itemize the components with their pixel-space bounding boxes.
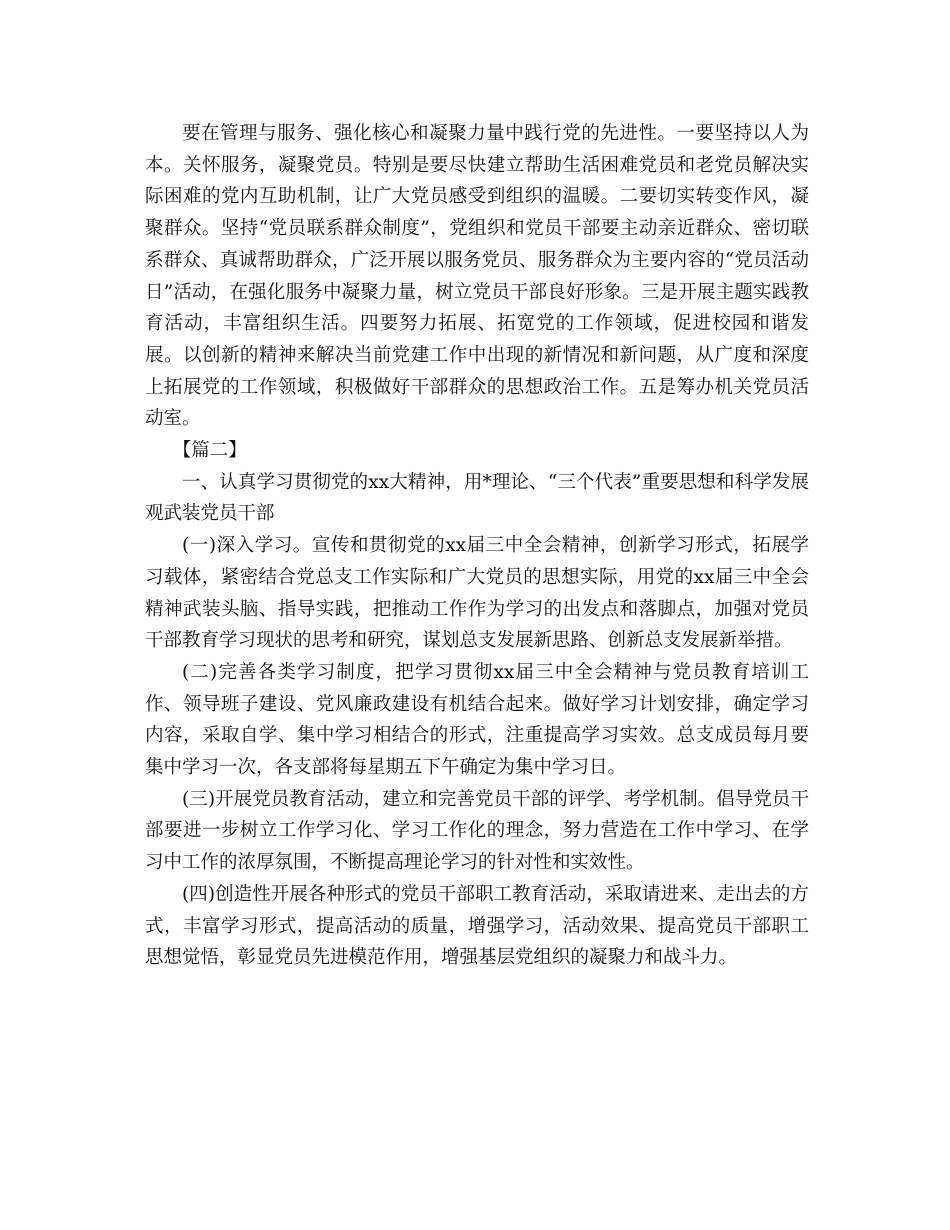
document-body — [145, 118, 809, 974]
paragraph-subpoint-4: (四)创造性开展各种形式的党员干部职工教育活动，采取请进来、走出去的方式，丰富学习形式，提高活动的质量，增强学习，活动效果、提高党员干部职工思想觉悟，彰显党员先进模范作用，增强基层党组织的凝聚力和战斗力。 — [145, 883, 809, 969]
section-heading: 【篇二】 — [172, 440, 247, 462]
paragraph-subpoint-2: (二)完善各类学习制度，把学习贯彻xx届三中全会精神与党员教育培训工作、领导班子建设、党风廉政建设有机结合起来。做好学习计划安排，确定学习内容，采取自学、集中学习相结合的形式，注重提高学习实效。总支成员每月要集中学习一次，各支部将每星期五下午确定为集中学习日。 — [145, 661, 809, 779]
paragraph-intro: 要在管理与服务、强化核心和凝聚力量中践行党的先进性。一要坚持以人为本。关怀服务，凝聚党员。特别是要尽快建立帮助生活困难党员和老党员解决实际困难的党内互助机制，让广大党员感受到组织的温暖。二要切实转变作风，凝聚群众。坚持“党员联系群众制度”，党组织和党员干部要主动亲近群众、密切联系群众、真诚帮助群众，广泛开展以服务党员、服务群众为主要内容的“党员活动日”活动，在强化服务中凝聚力量，树立党员干部良好形象。三是开展主题实践教育活动，丰富组织生活。四要努力拓展、拓宽党的工作领域，促进校园和谐发展。以创新的精神来解决当前党建工作中出现的新情况和新问题，从广度和深度上拓展党的工作领域，积极做好干部群众的思想政治工作。五是筹办机关党员活动室。 — [145, 123, 809, 430]
paragraph-subpoint-3: (三)开展党员教育活动，建立和完善党员干部的评学、考学机制。倡导党员干部要进一步树立工作学习化、学习工作化的理念，努力营造在工作中学习、在学习中工作的浓厚氛围，不断提高理论学习的针对性和实效性。 — [145, 788, 809, 874]
paragraph-subpoint-1: (一)深入学习。宣传和贯彻党的xx届三中全会精神，创新学习形式，拓展学习载体，紧密结合党总支工作实际和广大党员的思想实际，用党的xx届三中全会精神武装头脑、指导实践，把推动工作作为学习的出发点和落脚点，加强对党员干部教育学习现状的思考和研究，谋划总支发展新思路、创新总支发展新举措。 — [145, 535, 809, 652]
paragraph-point-1: 一、认真学习贯彻党的xx大精神，用*理论、“三个代表”重要思想和科学发展观武装党员干部 — [145, 471, 809, 525]
